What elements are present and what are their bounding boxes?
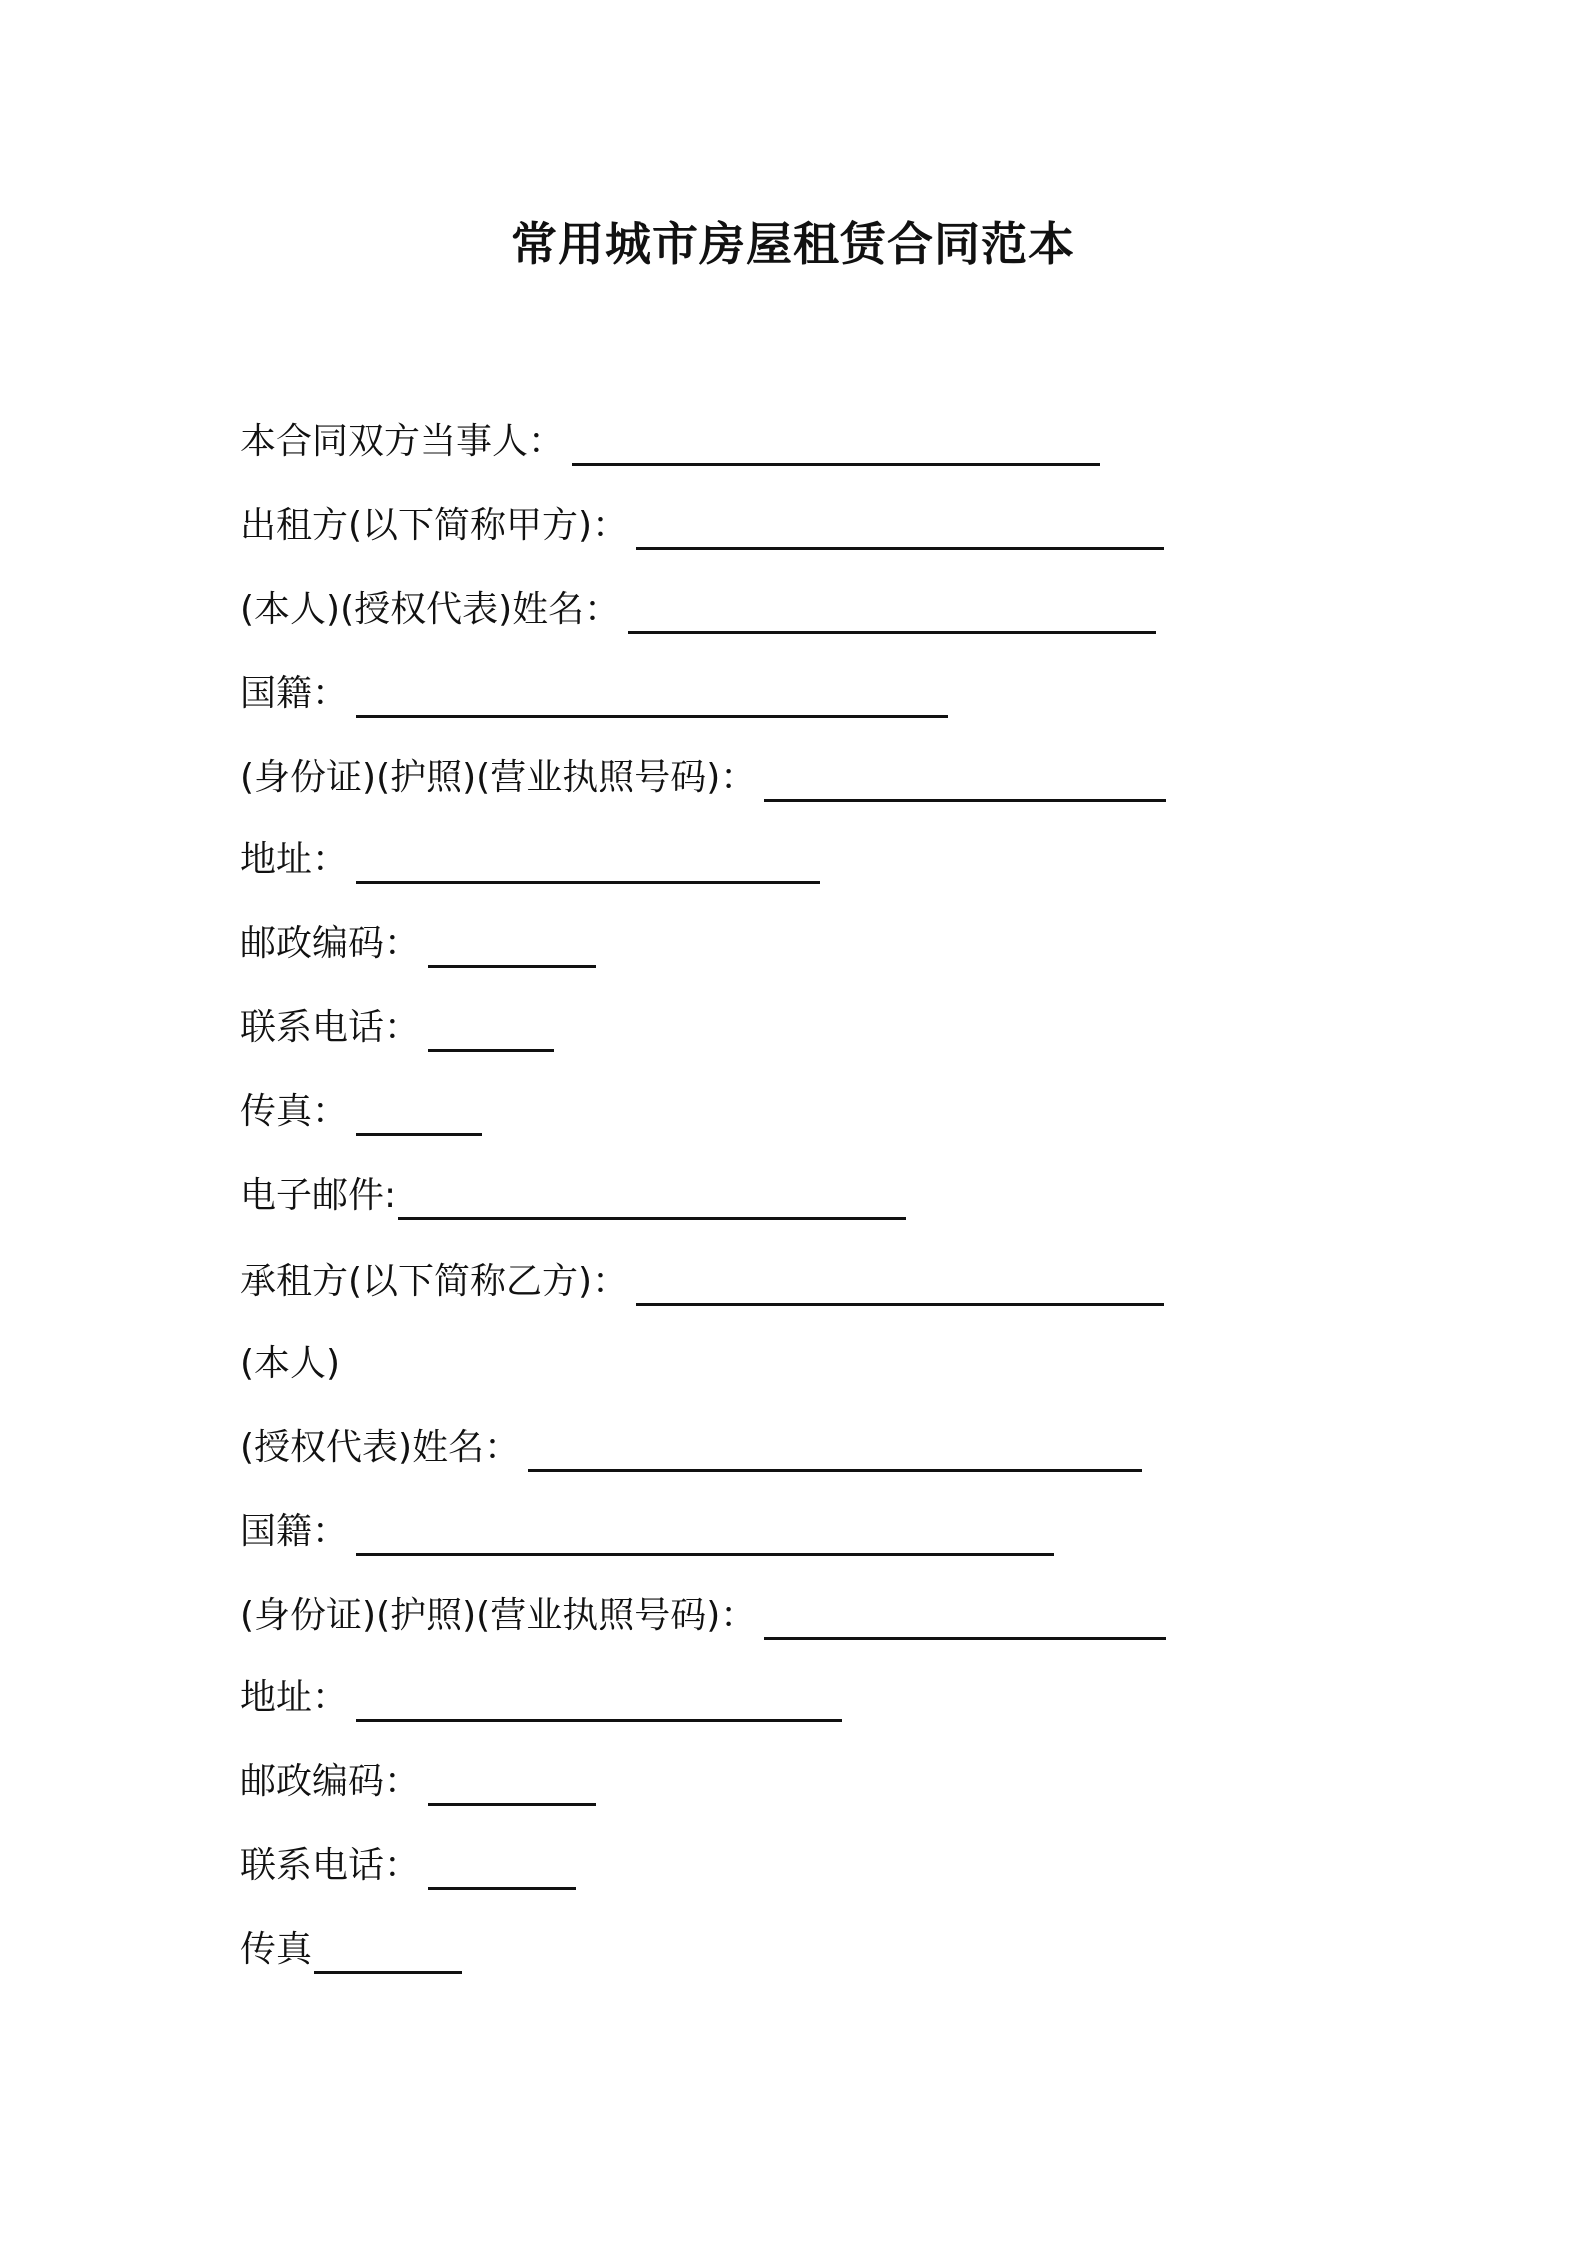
lessee-blank[interactable] (636, 1263, 1164, 1306)
parties-blank[interactable] (572, 423, 1100, 466)
field-lessor-email (240, 1168, 906, 1224)
field-lessee-postcode (240, 1754, 596, 1810)
lessor-phone-blank[interactable] (428, 1009, 554, 1052)
field-lessee-fax (240, 1922, 462, 1978)
lessor-id-blank[interactable] (764, 759, 1166, 802)
lessor-nationality-blank[interactable] (356, 675, 948, 718)
field-label: 承租方(以下简称乙方)： (240, 1261, 629, 1302)
lessee-name-blank[interactable] (528, 1429, 1142, 1472)
field-label: 国籍： (240, 673, 349, 714)
field-label: 联系电话： (240, 1845, 421, 1886)
field-label: 地址： (240, 839, 349, 880)
field-label: 国籍： (240, 1511, 349, 1552)
field-lessor-postcode (240, 916, 596, 972)
lessee-phone-blank[interactable] (428, 1847, 576, 1890)
lessor-name-blank[interactable] (628, 591, 1156, 634)
field-lessor-fax (240, 1084, 482, 1140)
field-label: 传真 (240, 1929, 313, 1970)
lessor-address-blank[interactable] (356, 841, 820, 884)
field-lessee-address (240, 1670, 842, 1726)
field-label: (本人)(授权代表)姓名： (240, 589, 621, 630)
lessor-fax-blank[interactable] (356, 1093, 482, 1136)
field-label: (身份证)(护照)(营业执照号码)： (240, 1595, 757, 1636)
field-label: 传真： (240, 1091, 349, 1132)
field-lessor-address (240, 832, 820, 888)
field-lessor (240, 498, 1164, 554)
field-lessee-phone (240, 1838, 576, 1894)
field-lessee-nationality (240, 1504, 1054, 1560)
lessor-email-blank[interactable] (398, 1177, 906, 1220)
lessor-blank[interactable] (636, 507, 1164, 550)
field-label: (授权代表)姓名： (240, 1427, 521, 1468)
field-lessee-id (240, 1588, 1166, 1644)
field-lessee (240, 1254, 1164, 1310)
field-label: 联系电话： (240, 1007, 421, 1048)
lessee-postcode-blank[interactable] (428, 1763, 596, 1806)
field-label: 本合同双方当事人： (240, 421, 565, 462)
lessee-nationality-blank[interactable] (356, 1513, 1054, 1556)
field-lessor-phone (240, 1000, 554, 1056)
field-lessor-representative (240, 582, 1156, 638)
field-label: (身份证)(护照)(营业执照号码)： (240, 757, 757, 798)
field-lessor-id (240, 750, 1166, 806)
field-label: 邮政编码： (240, 923, 421, 964)
field-label: 出租方(以下简称甲方)： (240, 505, 629, 546)
document-title: 常用城市房屋租赁合同范本 (511, 217, 1075, 271)
field-parties (240, 414, 1100, 470)
field-lessee-representative (240, 1420, 1142, 1476)
party-info-fields (240, 0, 1390, 2244)
lessee-address-blank[interactable] (356, 1679, 842, 1722)
field-label: 电子邮件: (240, 1175, 397, 1216)
lessee-id-blank[interactable] (764, 1597, 1166, 1640)
field-label: (本人) (240, 1343, 341, 1384)
field-label: 邮政编码： (240, 1761, 421, 1802)
lessee-fax-blank[interactable] (314, 1931, 462, 1974)
field-lessor-nationality (240, 666, 948, 722)
lessor-postcode-blank[interactable] (428, 925, 596, 968)
field-lessee-self (240, 1336, 340, 1392)
field-label: 地址： (240, 1677, 349, 1718)
